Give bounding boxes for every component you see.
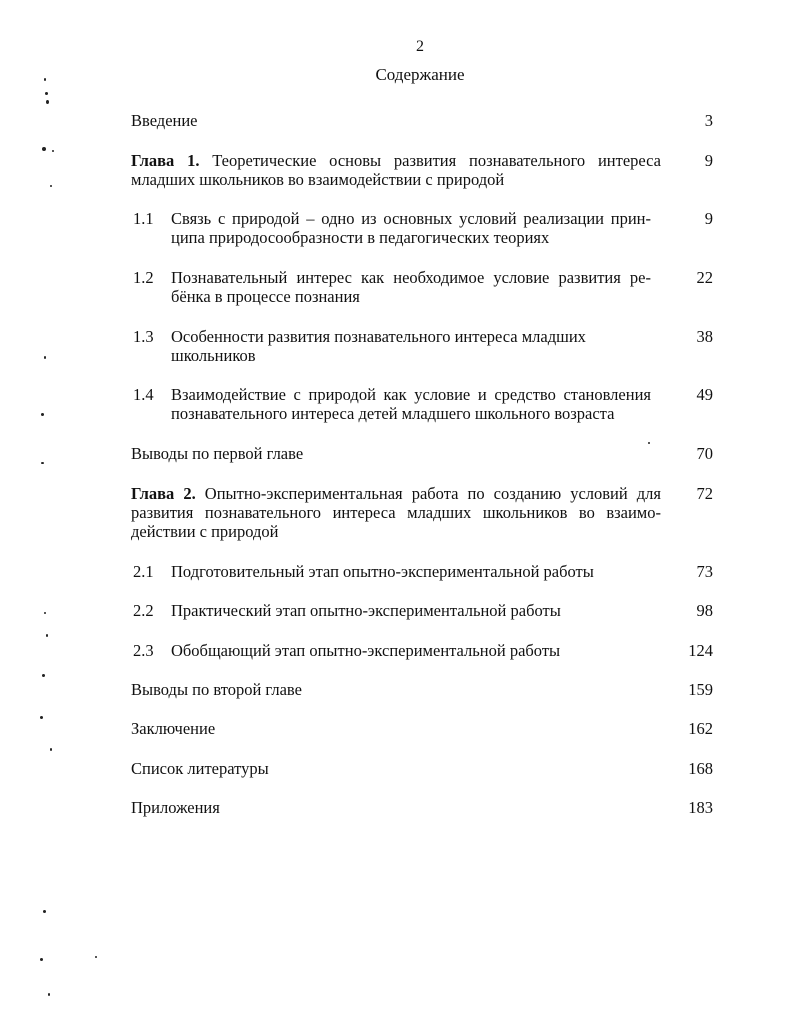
toc-entry-page: 124 — [688, 641, 713, 660]
toc-entry-text: Подготовительный этап опытно-экспериментальной работы — [171, 562, 594, 581]
toc-entry-section-1-4 — [131, 385, 721, 423]
toc-entry-page: 159 — [688, 680, 713, 699]
scan-speck — [46, 634, 48, 637]
scan-speck — [40, 716, 43, 719]
toc-entry-page: 168 — [688, 759, 713, 778]
scan-speck — [48, 993, 50, 996]
toc-entry-page: 73 — [696, 562, 713, 581]
scan-speck — [52, 150, 54, 152]
section-number: 1.2 — [133, 268, 154, 287]
chapter-label: Глава 1. — [131, 151, 200, 170]
section-number: 1.3 — [133, 327, 154, 346]
scan-speck — [44, 356, 46, 359]
toc-entry-text: Список литературы — [131, 759, 269, 778]
scan-speck — [42, 674, 45, 677]
section-number: 1.4 — [133, 385, 154, 404]
toc-entry-text: Выводы по первой главе — [131, 444, 304, 463]
toc-entry-appendices — [131, 798, 721, 817]
toc-entry-page: 162 — [688, 719, 713, 738]
toc-entry-chapter-1 — [131, 151, 721, 189]
toc-entry-text — [131, 484, 661, 541]
toc-entry-introduction — [131, 111, 721, 130]
page-title: Содержание — [375, 65, 465, 84]
toc-entry-text: Приложения — [131, 798, 220, 817]
toc-entry-section-2-1 — [131, 562, 721, 581]
toc-entry-text: Введение — [131, 111, 198, 130]
scan-speck — [50, 185, 52, 187]
toc-entry-page: 70 — [696, 444, 713, 463]
toc-entry-conclusion — [131, 719, 721, 738]
scan-speck — [40, 958, 43, 961]
scan-speck — [648, 442, 650, 444]
toc-entry-text: Связь с природой – одно из основных условий реализации прин-ципа природосообразности в педагогических теориях — [171, 209, 651, 247]
section-number: 1.1 — [133, 209, 154, 228]
toc-entry-page: 9 — [704, 209, 713, 228]
scan-speck — [41, 413, 44, 416]
chapter-title: Опытно-экспериментальная работа по созданию условий для развития познавательного интереса младших школьников во взаимо-действии с природой — [131, 484, 661, 541]
chapter-label: Глава 2. — [131, 484, 196, 503]
scan-speck — [43, 910, 46, 913]
toc-entry-page: 49 — [696, 385, 713, 404]
toc-entry-page: 72 — [696, 484, 713, 503]
toc-entry-section-1-2 — [131, 268, 721, 306]
toc-entry-page: 183 — [688, 798, 713, 817]
scan-speck — [46, 100, 49, 104]
toc-entry-text: Заключение — [131, 719, 216, 738]
toc-entry-text: Познавательный интерес как необходимое условие развития ре-бёнка в процессе познания — [171, 268, 651, 306]
toc-entry-section-2-2 — [131, 601, 721, 620]
page-number: 2 — [416, 38, 424, 55]
section-number: 2.3 — [133, 641, 154, 660]
toc-entry-page: 9 — [704, 151, 713, 170]
scan-speck — [45, 92, 48, 95]
toc-entry-text — [131, 151, 661, 189]
toc-entry-chapter-2 — [131, 484, 721, 541]
scan-speck — [44, 612, 46, 614]
toc-entry-chapter-2-conclusions — [131, 680, 721, 699]
toc-entry-page: 38 — [696, 327, 713, 346]
toc-entry-chapter-1-conclusions — [131, 444, 721, 463]
toc-entry-references — [131, 759, 721, 778]
toc-entry-text: Особенности развития познавательного интереса младших школьников — [171, 327, 586, 365]
toc-entry-page: 22 — [696, 268, 713, 287]
scan-speck — [44, 78, 46, 81]
toc-entry-page: 98 — [696, 601, 713, 620]
toc-entry-text: Обобщающий этап опытно-экспериментальной работы — [171, 641, 561, 660]
toc-entry-text: Практический этап опытно-экспериментальной работы — [171, 601, 561, 620]
scan-speck — [42, 147, 46, 151]
chapter-title: Теоретические основы развития познавательного интереса младших школьников во взаимодействии с природой — [131, 151, 661, 189]
toc-entry-section-1-1 — [131, 209, 721, 247]
scan-speck — [41, 462, 44, 464]
toc-entry-text: Выводы по второй главе — [131, 680, 302, 699]
toc-entry-text: Взаимодействие с природой как условие и средство становления познавательного интереса детей младшего школьного возраста — [171, 385, 651, 423]
scan-speck — [50, 748, 52, 751]
section-number: 2.2 — [133, 601, 154, 620]
section-number: 2.1 — [133, 562, 154, 581]
toc-entry-section-2-3 — [131, 641, 721, 660]
toc-entry-section-1-3 — [131, 327, 721, 365]
toc-entry-page: 3 — [704, 111, 713, 130]
scan-speck — [95, 956, 97, 958]
